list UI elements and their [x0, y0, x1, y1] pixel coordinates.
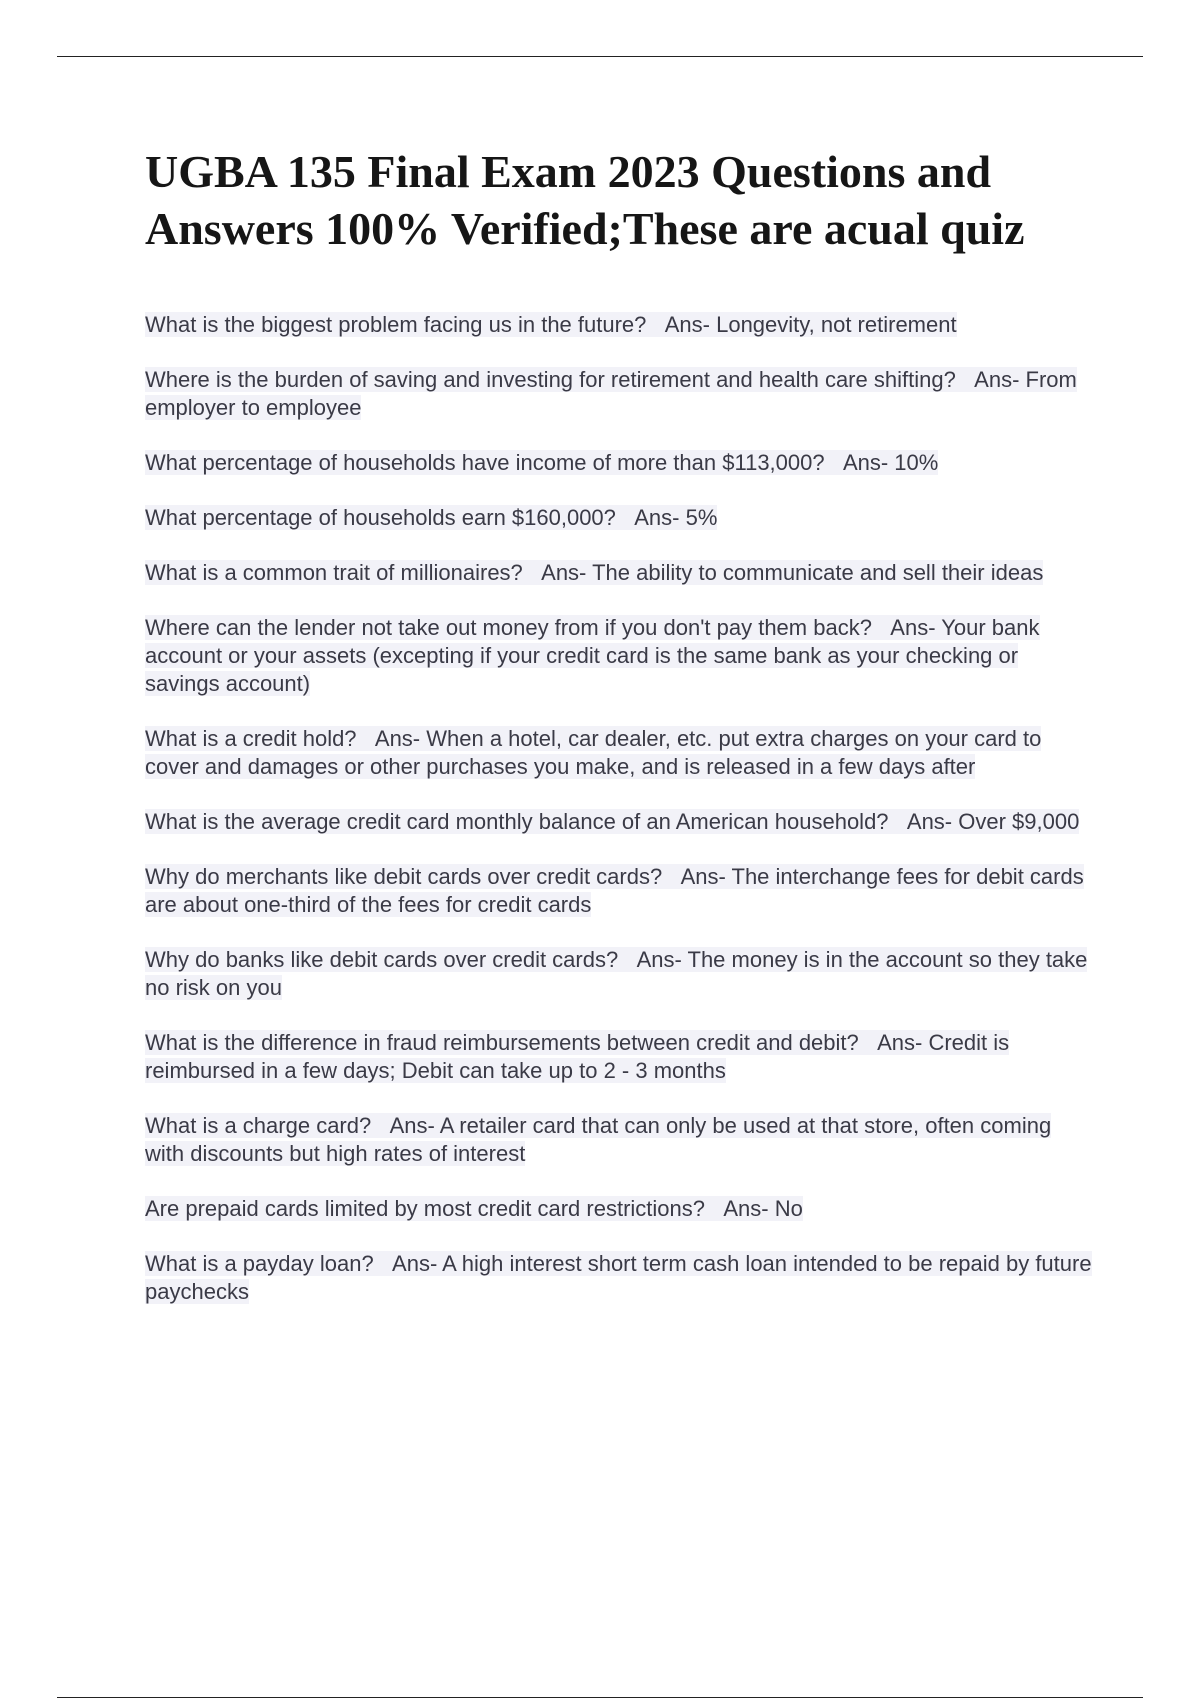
qa-item: [145, 1029, 1095, 1085]
question-text: What is the difference in fraud reimbursements between credit and debit?: [145, 1030, 877, 1055]
answer-text: Ans- Longevity, not retirement: [664, 312, 957, 337]
answer-text: Ans- The interchange fees for debit cards are about one-third of the fees for credit cards: [145, 864, 1084, 917]
qa-item: [145, 311, 1095, 339]
qa-item: [145, 946, 1095, 1002]
qa-item: [145, 1250, 1095, 1306]
question-text: What is the biggest problem facing us in the future?: [145, 312, 665, 337]
question-text: What percentage of households earn $160,000?: [145, 505, 634, 530]
answer-text: Ans- A high interest short term cash loan intended to be repaid by future paychecks: [145, 1251, 1092, 1304]
question-text: What is the average credit card monthly balance of an American household?: [145, 809, 907, 834]
question-text: What is a credit hold?: [145, 726, 375, 751]
qa-item: [145, 863, 1095, 919]
qa-item: [145, 725, 1095, 781]
answer-text: Ans- Over $9,000: [906, 809, 1080, 834]
qa-item: [145, 559, 1095, 587]
qa-item: [145, 1195, 1095, 1223]
header-rule: [57, 56, 1143, 57]
answer-text: Ans- 10%: [842, 450, 939, 475]
answer-text: Ans- Credit is reimbursed in a few days; Debit can take up to 2 - 3 months: [145, 1030, 1010, 1083]
answer-text: Ans- The ability to communicate and sell their ideas: [541, 560, 1044, 585]
document-title: UGBA 135 Final Exam 2023 Questions and Answers 100% Verified;These are acual quiz: [145, 146, 1025, 254]
question-text: What is a charge card?: [145, 1113, 390, 1138]
qa-item: [145, 1112, 1095, 1168]
question-text: Are prepaid cards limited by most credit card restrictions?: [145, 1196, 723, 1221]
answer-text: Ans- Your bank account or your assets (excepting if your credit card is the same bank as your checking or savings account): [145, 615, 1040, 696]
qa-list: [145, 311, 1095, 1333]
answer-text: Ans- From employer to employee: [145, 367, 1077, 420]
qa-item: [145, 366, 1095, 422]
answer-text: Ans- The money is in the account so they take no risk on you: [145, 947, 1088, 1000]
question-text: Where can the lender not take out money from if you don't pay them back?: [145, 615, 890, 640]
question-text: Why do banks like debit cards over credit cards?: [145, 947, 637, 972]
qa-item: [145, 449, 1095, 477]
question-text: What is a common trait of millionaires?: [145, 560, 541, 585]
answer-text: Ans- No: [723, 1196, 803, 1221]
answer-text: Ans- A retailer card that can only be used at that store, often coming with discounts but high rates of interest: [145, 1113, 1052, 1166]
footer-rule: [57, 1697, 1143, 1698]
qa-item: [145, 504, 1095, 532]
question-text: Why do merchants like debit cards over credit cards?: [145, 864, 681, 889]
answer-text: Ans- 5%: [634, 505, 718, 530]
question-text: What percentage of households have income of more than $113,000?: [145, 450, 843, 475]
answer-text: Ans- When a hotel, car dealer, etc. put extra charges on your card to cover and damages or other purchases you make, and is released in a few days after: [145, 726, 1042, 779]
question-text: What is a payday loan?: [145, 1251, 392, 1276]
question-text: Where is the burden of saving and investing for retirement and health care shifting?: [145, 367, 974, 392]
qa-item: [145, 808, 1095, 836]
qa-item: [145, 614, 1095, 698]
